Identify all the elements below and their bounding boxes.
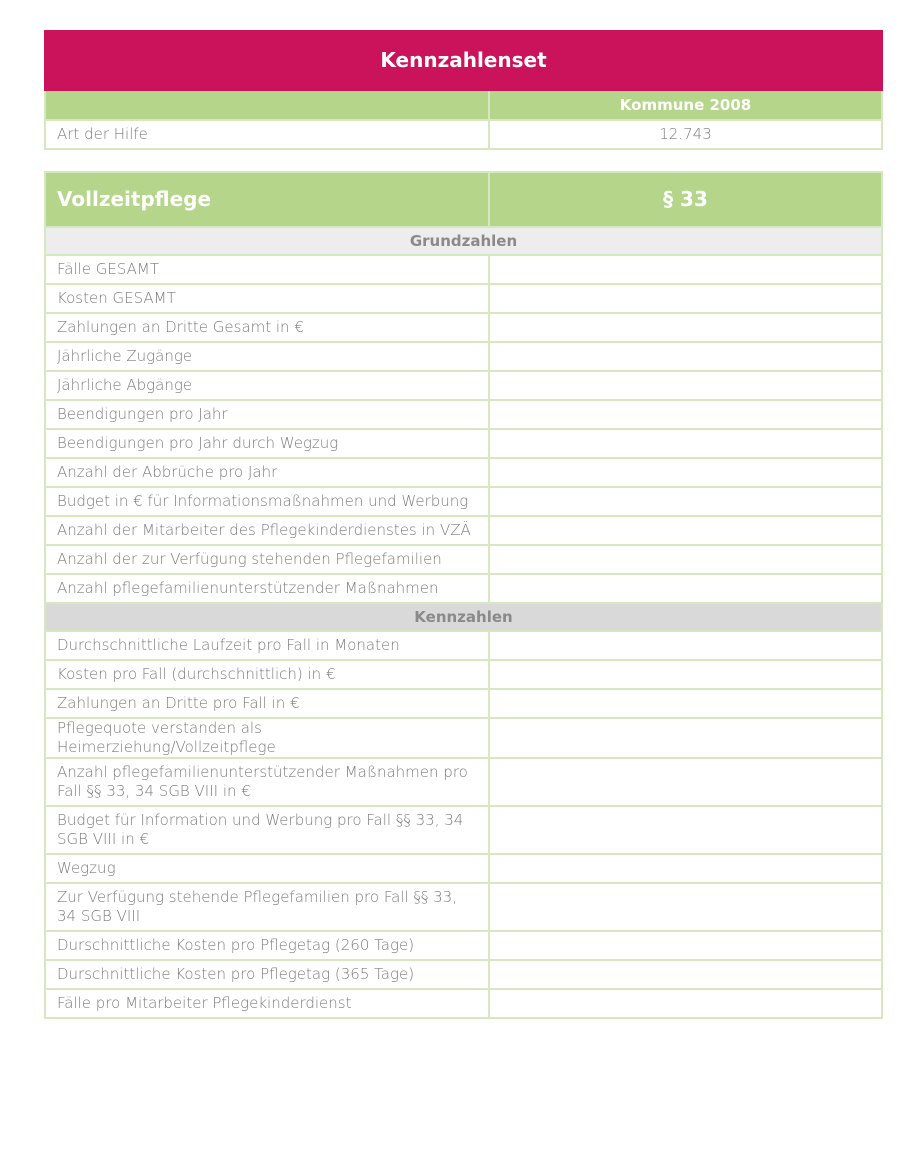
- row-label: Fälle GESAMT: [45, 255, 489, 284]
- table-row: [45, 883, 882, 931]
- row-value: [489, 342, 882, 371]
- row-label: Anzahl der Abbrüche pro Jahr: [45, 458, 489, 487]
- row-label: Pflegequote verstanden als Heimerziehung/Vollzeitpflege: [45, 718, 489, 758]
- section-header-grundzahlen: [45, 227, 882, 255]
- row-value: [489, 854, 882, 883]
- row-label: Anzahl der Mitarbeiter des Pflegekinderdienstes in VZÄ: [45, 516, 489, 545]
- row-label: Beendigungen pro Jahr durch Wegzug: [45, 429, 489, 458]
- row-label: Jährliche Zugänge: [45, 342, 489, 371]
- row-value: [489, 718, 882, 758]
- table-row: [45, 574, 882, 603]
- kennzahlenset-table: [44, 30, 883, 150]
- row-value: [489, 660, 882, 689]
- row-label: Anzahl pflegefamilienunterstützender Maßnahmen pro Fall §§ 33, 34 SGB VIII in €: [45, 758, 489, 806]
- row-label: Durschnittliche Kosten pro Pflegetag (260 Tage): [45, 931, 489, 960]
- table-row: [45, 960, 882, 989]
- table-row: [45, 989, 882, 1018]
- kommune-column-header: Kommune 2008: [489, 90, 882, 120]
- table-row: [45, 313, 882, 342]
- row-label: Anzahl der zur Verfügung stehenden Pflegefamilien: [45, 545, 489, 574]
- row-value: [489, 313, 882, 342]
- row-label: Beendigungen pro Jahr: [45, 400, 489, 429]
- row-value: [489, 960, 882, 989]
- table-row: [45, 284, 882, 313]
- kennzahlenset-title: Kennzahlenset: [45, 31, 882, 90]
- vollzeitpflege-title: Vollzeitpflege: [45, 172, 489, 227]
- row-value: [489, 371, 882, 400]
- table-row: [45, 545, 882, 574]
- row-label: Kosten GESAMT: [45, 284, 489, 313]
- row-value: [489, 989, 882, 1018]
- table-row: [45, 660, 882, 689]
- row-value: [489, 806, 882, 854]
- table-row: [45, 458, 882, 487]
- row-label: Budget in € für Informationsmaßnahmen und Werbung: [45, 487, 489, 516]
- row-value: [489, 458, 882, 487]
- row-label: Kosten pro Fall (durchschnittlich) in €: [45, 660, 489, 689]
- row-label: Durschnittliche Kosten pro Pflegetag (365 Tage): [45, 960, 489, 989]
- row-value: [489, 400, 882, 429]
- vollzeitpflege-table: [44, 171, 883, 1019]
- kennzahlenset-title-row: [45, 31, 882, 90]
- row-label: Zahlungen an Dritte pro Fall in €: [45, 689, 489, 718]
- label-column-header: [45, 90, 489, 120]
- table-row: [45, 631, 882, 660]
- row-value: [489, 758, 882, 806]
- table-row: [45, 806, 882, 854]
- row-value: [489, 883, 882, 931]
- table-row: [45, 255, 882, 284]
- row-label: Jährliche Abgänge: [45, 371, 489, 400]
- section-heading: Kennzahlen: [45, 603, 882, 631]
- table-row: [45, 371, 882, 400]
- table-row: [45, 516, 882, 545]
- row-value: [489, 574, 882, 603]
- section-header-kennzahlen: [45, 603, 882, 631]
- table-row: [45, 429, 882, 458]
- row-value: [489, 545, 882, 574]
- table-row: [45, 400, 882, 429]
- row-value: [489, 689, 882, 718]
- row-value: [489, 487, 882, 516]
- table-row: [45, 718, 882, 758]
- paragraph-reference: § 33: [489, 172, 882, 227]
- table-row: [45, 854, 882, 883]
- row-value: [489, 516, 882, 545]
- row-label: Anzahl pflegefamilienunterstützender Maßnahmen: [45, 574, 489, 603]
- row-value: [489, 255, 882, 284]
- vollzeitpflege-title-row: [45, 172, 882, 227]
- row-label: Budget für Information und Werbung pro Fall §§ 33, 34 SGB VIII in €: [45, 806, 489, 854]
- table-row: [45, 342, 882, 371]
- row-label: Zur Verfügung stehende Pflegefamilien pro Fall §§ 33, 34 SGB VIII: [45, 883, 489, 931]
- table-row: [45, 689, 882, 718]
- table-row: [45, 931, 882, 960]
- table-row: [45, 120, 882, 149]
- kennzahlenset-column-header-row: [45, 90, 882, 120]
- row-label: Zahlungen an Dritte Gesamt in €: [45, 313, 489, 342]
- row-value: [489, 284, 882, 313]
- section-heading: Grundzahlen: [45, 227, 882, 255]
- row-value: [489, 931, 882, 960]
- row-label: Wegzug: [45, 854, 489, 883]
- row-value: [489, 429, 882, 458]
- row-label: Fälle pro Mitarbeiter Pflegekinderdienst: [45, 989, 489, 1018]
- table-row: [45, 758, 882, 806]
- table-row: [45, 487, 882, 516]
- row-value: [489, 631, 882, 660]
- row-label: Art der Hilfe: [45, 120, 489, 149]
- row-label: Durchschnittliche Laufzeit pro Fall in Monaten: [45, 631, 489, 660]
- row-value: 12.743: [489, 120, 882, 149]
